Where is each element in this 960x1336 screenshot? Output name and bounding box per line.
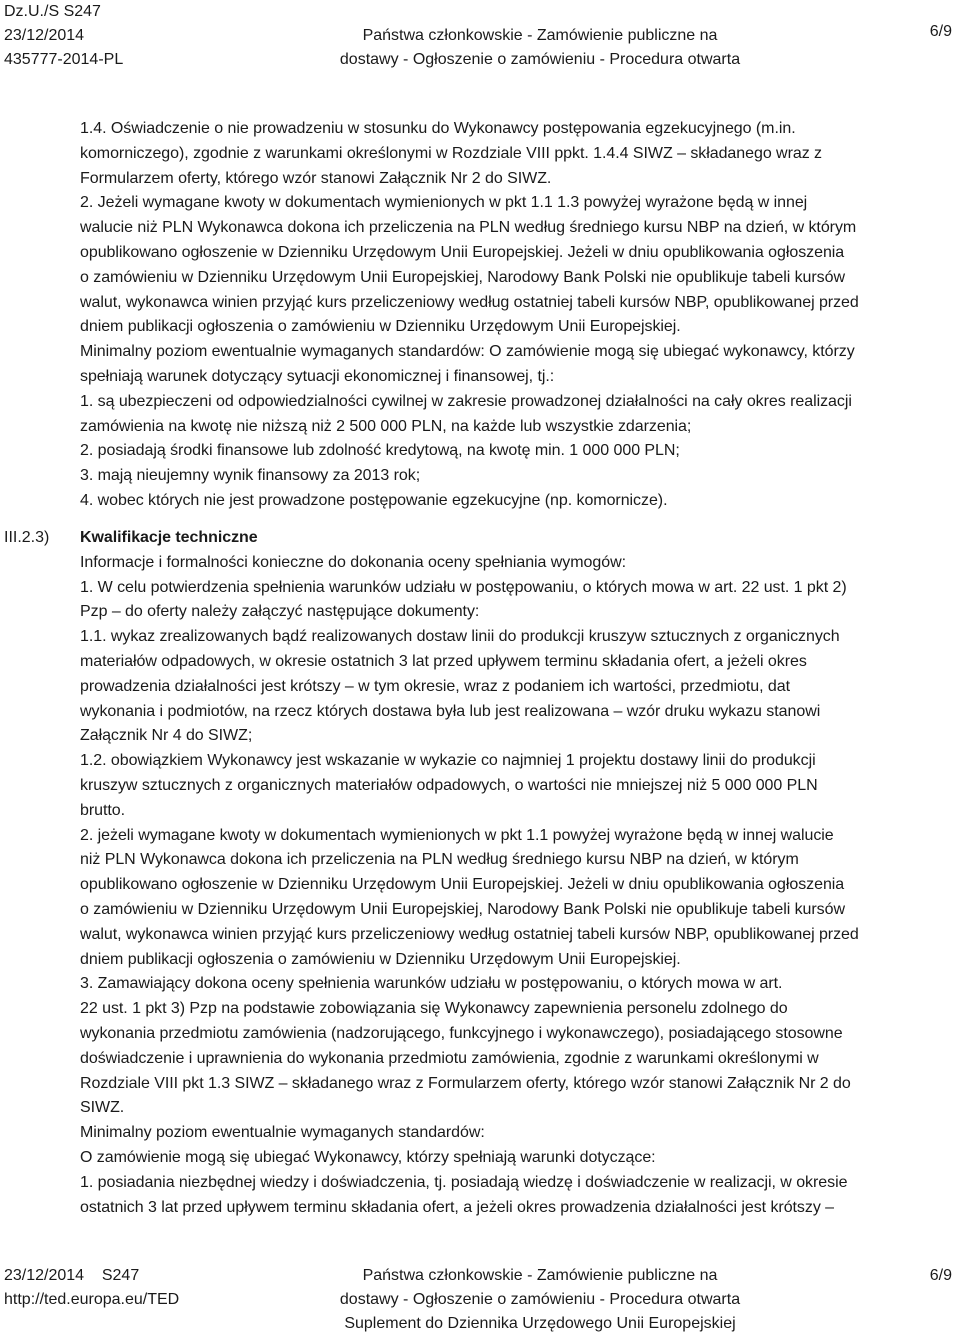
page-header — [0, 0, 960, 70]
section-heading: Kwalifikacje techniczne — [80, 529, 258, 546]
text-line: 22 ust. 1 pkt 3) Pzp na podstawie zobowiązania się Wykonawcy zapewnienia personelu zdolnego do — [80, 1000, 788, 1018]
text-line: zamówienia na kwotę nie niższą niż 2 500 000 PLN, na każde lub wszystkie zdarzenia; — [80, 417, 692, 435]
text-line: 2. jeżeli wymagane kwoty w dokumentach wymienionych w pkt 1.1 powyżej wyrażone będą w innej walucie — [80, 826, 834, 844]
text-line: niż PLN Wykonawca dokona ich przeliczenia na PLN według średniego kursu NBP na dzień, w którym — [80, 851, 799, 869]
header-title-line-1: Państwa członkowskie - Zamówienie publiczne na — [362, 27, 718, 44]
text-line: opublikowano ogłoszenie w Dzienniku Urzędowym Unii Europejskiej. Jeżeli w dniu opublikowania ogłoszenia — [80, 876, 845, 894]
text-line: 1.4. Oświadczenie o nie prowadzeniu w stosunku do Wykonawcy postępowania egzekucyjnego (m.in. — [80, 120, 796, 137]
text-line: Minimalny poziom ewentualnie wymaganych standardów: O zamówienie mogą się ubiegać wykonawcy, którzy — [80, 343, 855, 361]
text-line: 1. posiadania niezbędnej wiedzy i doświadczenia, tj. posiadają wiedzę i doświadczenie w realizacji, w okresie — [80, 1173, 848, 1191]
text-line: Załącznik Nr 4 do SIWZ; — [80, 727, 253, 745]
header-title-line-2: dostawy - Ogłoszenie o zamówieniu - Procedura otwarta — [339, 51, 741, 68]
text-line: komorniczego), zgodnie z warunkami określonymi w Rozdziale VIII ppkt. 1.4.4 SIWZ – składanego wraz z — [80, 144, 822, 162]
footer-title-line-3: Suplement do Dziennika Urzędowego Unii Europejskiej — [344, 1315, 736, 1332]
text-line: Informacje i formalności konieczne do dokonania oceny spełniania wymogów: — [80, 553, 626, 571]
header-doc-id: Dz.U./S S247 — [4, 3, 101, 20]
text-line: 4. wobec których nie jest prowadzone postępowanie egzekucyjne (np. komornicze). — [80, 492, 668, 509]
header-notice-number: 435777-2014-PL — [4, 51, 124, 68]
text-line: wykonania i podmiotów, na rzecz których dostawa była lub jest realizowana – wzór druku wykazu stanowi — [80, 702, 821, 720]
footer-title-line-1: Państwa członkowskie - Zamówienie publiczne na — [362, 1267, 718, 1284]
header-title — [330, 0, 750, 72]
text-line: 3. Zamawiający dokona oceny spełnienia warunków udziału w postępowaniu, o których mowa w art. — [80, 975, 783, 993]
text-line: dniem publikacji ogłoszenia o zamówieniu w Dzienniku Urzędowym Unii Europejskiej. — [80, 950, 681, 968]
footer-title — [300, 1264, 780, 1336]
text-line: 1. W celu potwierdzenia spełnienia warunków udziału w postępowaniu, o których mowa w art. 22 ust. 1 pkt 2) — [80, 578, 847, 596]
text-line: 2. Jeżeli wymagane kwoty w dokumentach wymienionych w pkt 1.1 1.3 powyżej wyrażone będą w innej — [80, 194, 808, 212]
text-line: dniem publikacji ogłoszenia o zamówieniu w Dzienniku Urzędowym Unii Europejskiej. — [80, 318, 681, 336]
page-footer — [0, 1264, 960, 1334]
text-line: materiałów odpadowych, w okresie ostatnich 3 lat przed upływem terminu składania ofert, a jeżeli okres — [80, 653, 807, 670]
footer-date: 23/12/2014 — [4, 1267, 85, 1284]
text-line: Pzp – do oferty należy załączyć następujące dokumenty: — [80, 603, 480, 621]
footer-title-line-2: dostawy - Ogłoszenie o zamówieniu - Procedura otwarta — [339, 1291, 741, 1308]
text-line: walut, wykonawca winien przyjąć kurs przeliczeniowy według ostatniej tabeli kursów NBP, opublikowanej przed — [80, 925, 859, 943]
footer-date-issue — [4, 1264, 179, 1288]
section-number: III.2.3) — [4, 529, 50, 546]
header-date: 23/12/2014 — [4, 27, 85, 44]
footer-url[interactable]: http://ted.europa.eu/TED — [4, 1291, 180, 1308]
text-line: 1. są ubezpieczeni od odpowiedzialności cywilnej w zakresie prowadzonej działalności na cały okres realizacji — [80, 392, 852, 410]
text-line: O zamówienie mogą się ubiegać Wykonawcy, którzy spełniają warunki dotyczące: — [80, 1149, 656, 1166]
text-line: opublikowano ogłoszenie w Dzienniku Urzędowym Unii Europejskiej. Jeżeli w dniu opublikowania ogłoszenia — [80, 244, 845, 261]
text-line: 1.2. obowiązkiem Wykonawcy jest wskazanie w wykazie co najmniej 1 projektu dostawy linii do produkcji — [80, 752, 816, 770]
header-meta — [4, 0, 123, 72]
text-line: o zamówieniu w Dzienniku Urzędowym Unii Europejskiej, Narodowy Bank Polski nie opublikuje tabeli kursów — [80, 268, 845, 286]
text-line: o zamówieniu w Dzienniku Urzędowym Unii Europejskiej, Narodowy Bank Polski nie opublikuje tabeli kursów — [80, 901, 845, 918]
text-line: kruszyw sztucznych z organicznych materiałów odpadowych, o wartości nie mniejszej niż 5 000 000 PLN — [80, 777, 818, 794]
text-line: ostatnich 3 lat przed upływem terminu składania ofert, a jeżeli okres prowadzenia działalności jest krótszy – — [80, 1198, 835, 1216]
text-line: Rozdziale VIII pkt 1.3 SIWZ – składanego wraz z Formularzem oferty, którego wzór stanowi Załącznik Nr 2 do — [80, 1074, 851, 1092]
text-line: Formularzem oferty, którego wzór stanowi Załącznik Nr 2 do SIWZ. — [80, 169, 552, 187]
header-page-number: 6/9 — [929, 23, 952, 40]
text-line: brutto. — [80, 801, 126, 819]
text-line: Minimalny poziom ewentualnie wymaganych standardów: — [80, 1124, 485, 1142]
text-line: prowadzenia działalności jest krótszy – w tym okresie, wraz z podaniem ich wartości, przedmiotu, dat — [80, 677, 790, 695]
text-line: 3. mają nieujemny wynik finansowy za 2013 rok; — [80, 467, 421, 485]
text-line: spełniają warunek dotyczący sytuacji ekonomicznej i finansowej, tj.: — [80, 368, 555, 385]
text-line: 2. posiadają środki finansowe lub zdolność kredytową, na kwotę min. 1 000 000 PLN; — [80, 442, 680, 460]
footer-meta — [4, 1264, 179, 1312]
text-line: walut, wykonawca winien przyjąć kurs przeliczeniowy według ostatniej tabeli kursów NBP, opublikowanej przed — [80, 293, 859, 311]
text-line: wykonania przedmiotu zamówienia (nadzorującego, funkcyjnego i wykonawczego), posiadającego stosowne — [80, 1025, 843, 1042]
footer-issue: S247 — [101, 1267, 140, 1284]
footer-page-number: 6/9 — [929, 1267, 952, 1284]
text-line: SIWZ. — [80, 1099, 125, 1117]
text-line: walucie niż PLN Wykonawca dokona ich przeliczenia na PLN według średniego kursu NBP na dzień, w którym — [80, 219, 857, 237]
text-line: doświadczenie i uprawnienia do wykonania przedmiotu zamówienia, zgodnie z warunkami określonymi w — [80, 1049, 819, 1067]
text-line: 1.1. wykaz zrealizowanych bądź realizowanych dostaw linii do produkcji kruszyw sztucznych z organicznych — [80, 628, 840, 646]
